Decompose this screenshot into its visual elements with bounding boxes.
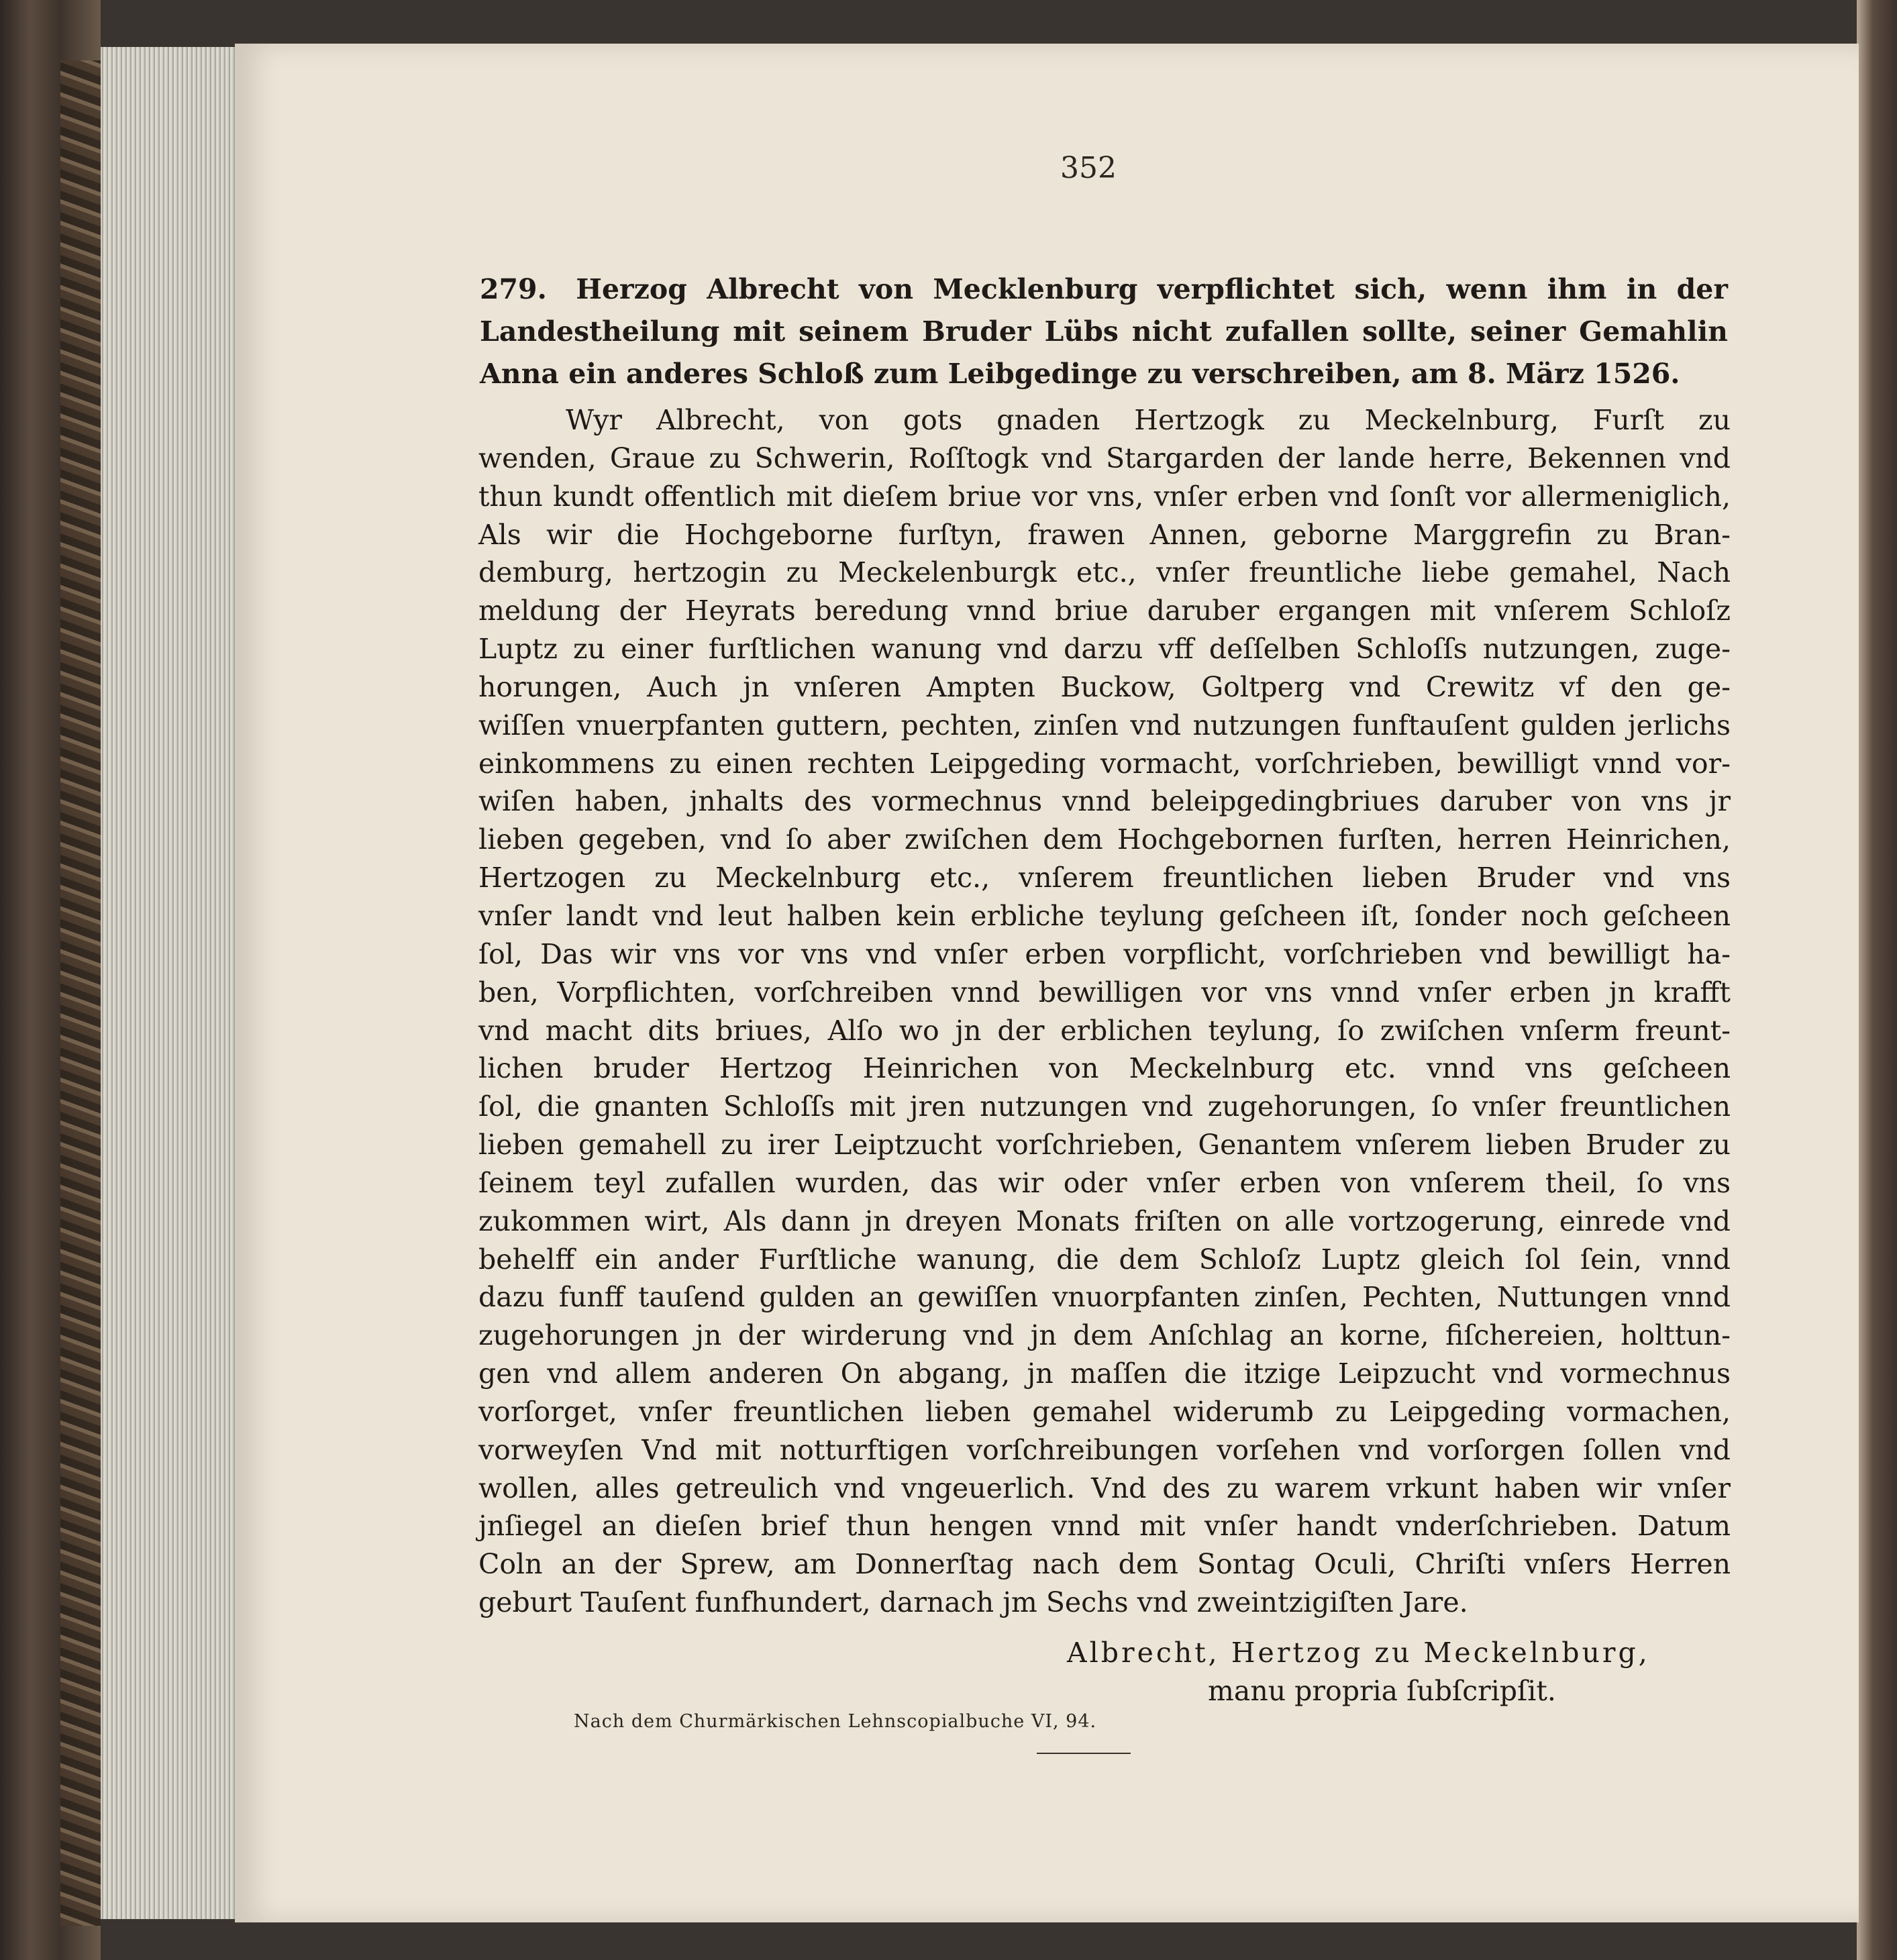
body-line: zukommen wirt, Als dann jn dreyen Monats friſten on alle vortzogerung, einrede vnd — [478, 1204, 1731, 1237]
body-line: vnſer landt vnd leut halben kein erbliche teylung geſcheen iſt, ſonder noch geſcheen — [478, 899, 1731, 932]
body-line: ſol, Das wir vns vor vns vnd vnſer erben vorpflicht, vorſchrieben vnd bewilligt ha- — [478, 937, 1731, 970]
body-line: Wyr Albrecht, von gots gnaden Hertzogk zu Meckelnburg, Furſt zu — [566, 404, 1731, 436]
marbled-cover — [60, 60, 101, 1926]
footnote-rule — [1037, 1753, 1131, 1754]
body-line: jnſiegel an dieſen brief thun hengen vnnd mit vnſer handt vnderſchrieben. Datum — [478, 1510, 1731, 1543]
body-line: ſol, die gnanten Schloſſs mit jren nutzungen vnd zugehorungen, ſo vnſer freuntlichen — [478, 1090, 1731, 1123]
body-line: gen vnd allem anderen On abgang, jn maſſen die itzige Leipzucht vnd vormechnus — [478, 1357, 1731, 1390]
document-number: 279. — [480, 273, 547, 305]
body-line: horungen, Auch jn vnſeren Ampten Buckow, Goltperg vnd Crewitz vf den ge- — [478, 670, 1731, 703]
body-line: ben, Vorpflichten, vorſchreiben vnnd bewilligen vor vns vnnd vnſer erben jn krafft — [478, 976, 1731, 1009]
body-line: zugehorungen jn der wirderung vnd jn dem Anſchlag an korne, fiſchereien, holttun- — [478, 1319, 1731, 1352]
page-number: 352 — [1060, 151, 1117, 185]
body-line: Als wir die Hochgeborne furſtyn, frawen Annen, geborne Marggrefin zu Bran- — [478, 518, 1731, 551]
body-line: wiſſen vnuerpfanten guttern, pechten, zinſen vnd nutzungen funftauſent gulden jerlichs — [478, 709, 1731, 741]
page-stack-edge — [101, 47, 235, 1919]
body-line: vorſorget, vnſer freuntlichen lieben gemahel widerumb zu Leipgeding vormachen, — [478, 1395, 1731, 1428]
body-line: Hertzogen zu Meckelnburg etc., vnſerem freuntlichen lieben Bruder vnd vns — [478, 862, 1731, 894]
body-line: Luptz zu einer furſtlichen wanung vnd darzu vff deſſelben Schloſſs nutzungen, zuge- — [478, 633, 1731, 666]
body-line: dazu funff tauſend gulden an gewiſſen vnuorpfanten zinſen, Pechten, Nuttungen vnnd — [478, 1281, 1731, 1314]
body-line: geburt Tauſent funfhundert, darnach jm Sechs vnd zweintzigiſten Jare. — [478, 1586, 1468, 1619]
signature-subscript: manu propria ſubſcripſit. — [1208, 1675, 1556, 1707]
body-line: thun kundt offentlich mit dieſem briue vor vns, vnſer erben vnd ſonſt vor allermeniglich, — [478, 480, 1731, 513]
body-line: meldung der Heyrats beredung vnnd briue daruber ergangen mit vnſerem Schloſz — [478, 595, 1731, 627]
source-note: Nach dem Churmärkischen Lehnscopialbuche VI, 94. — [574, 1711, 1097, 1732]
body-line: vorweyſen Vnd mit notturftigen vorſchreibungen vorſehen vnd vorſorgen ſollen vnd — [478, 1433, 1731, 1466]
document-heading — [480, 268, 1728, 395]
body-line: ſeinem teyl zufallen wurden, das wir oder vnſer erben von vnſerem theil, ſo vns — [478, 1166, 1731, 1199]
body-line: demburg, hertzogin zu Meckelenburgk etc., vnſer freuntliche liebe gemahel, Nach — [478, 556, 1731, 589]
body-line: vnd macht dits briues, Alſo wo jn der erblichen teylung, ſo zwiſchen vnſerm freunt- — [478, 1014, 1731, 1047]
body-line: lieben gemahell zu irer Leiptzucht vorſchrieben, Genantem vnſerem lieben Bruder zu — [478, 1129, 1731, 1162]
document-heading-text: Herzog Albrecht von Mecklenburg verpflichtet sich, wenn ihm in der Landestheilung mit seinem Bruder Lübs nicht zufallen sollte, seiner Gemahlin Anna ein anderes Schloß zum Leibgedinge zu verschreiben, am 8. März 1526. — [480, 273, 1728, 390]
body-line: lichen bruder Hertzog Heinrichen von Meckelnburg etc. vnnd vns geſcheen — [478, 1052, 1731, 1085]
body-line: einkommens zu einen rechten Leipgeding vormacht, vorſchrieben, bewilligt vnnd vor- — [478, 747, 1731, 780]
body-line: behelff ein ander Furſtliche wanung, die dem Schloſz Luptz gleich ſol ſein, vnnd — [478, 1243, 1731, 1276]
body-line: wollen, alles getreulich vnd vngeuerlich. Vnd des zu warem vrkunt haben wir vnſer — [478, 1472, 1731, 1504]
signature-block — [1067, 1634, 1738, 1710]
document-body — [478, 401, 1731, 1622]
right-book-edge — [1857, 0, 1897, 1960]
signature-name: Albrecht, Hertzog zu Meckelnburg, — [1067, 1637, 1650, 1669]
body-line: wenden, Graue zu Schwerin, Roſſtogk vnd Stargarden der lande herre, Bekennen vnd — [478, 442, 1731, 474]
body-line: Coln an der Sprew, am Donnerſtag nach dem Sontag Oculi, Chriſti vnſers Herren — [478, 1548, 1731, 1581]
body-line: wiſen haben, jnhalts des vormechnus vnnd beleipgedingbriues daruber von vns jr — [478, 785, 1731, 818]
body-line: lieben gegeben, vnd ſo aber zwiſchen dem Hochgebornen furſten, herren Heinrichen, — [478, 823, 1731, 856]
